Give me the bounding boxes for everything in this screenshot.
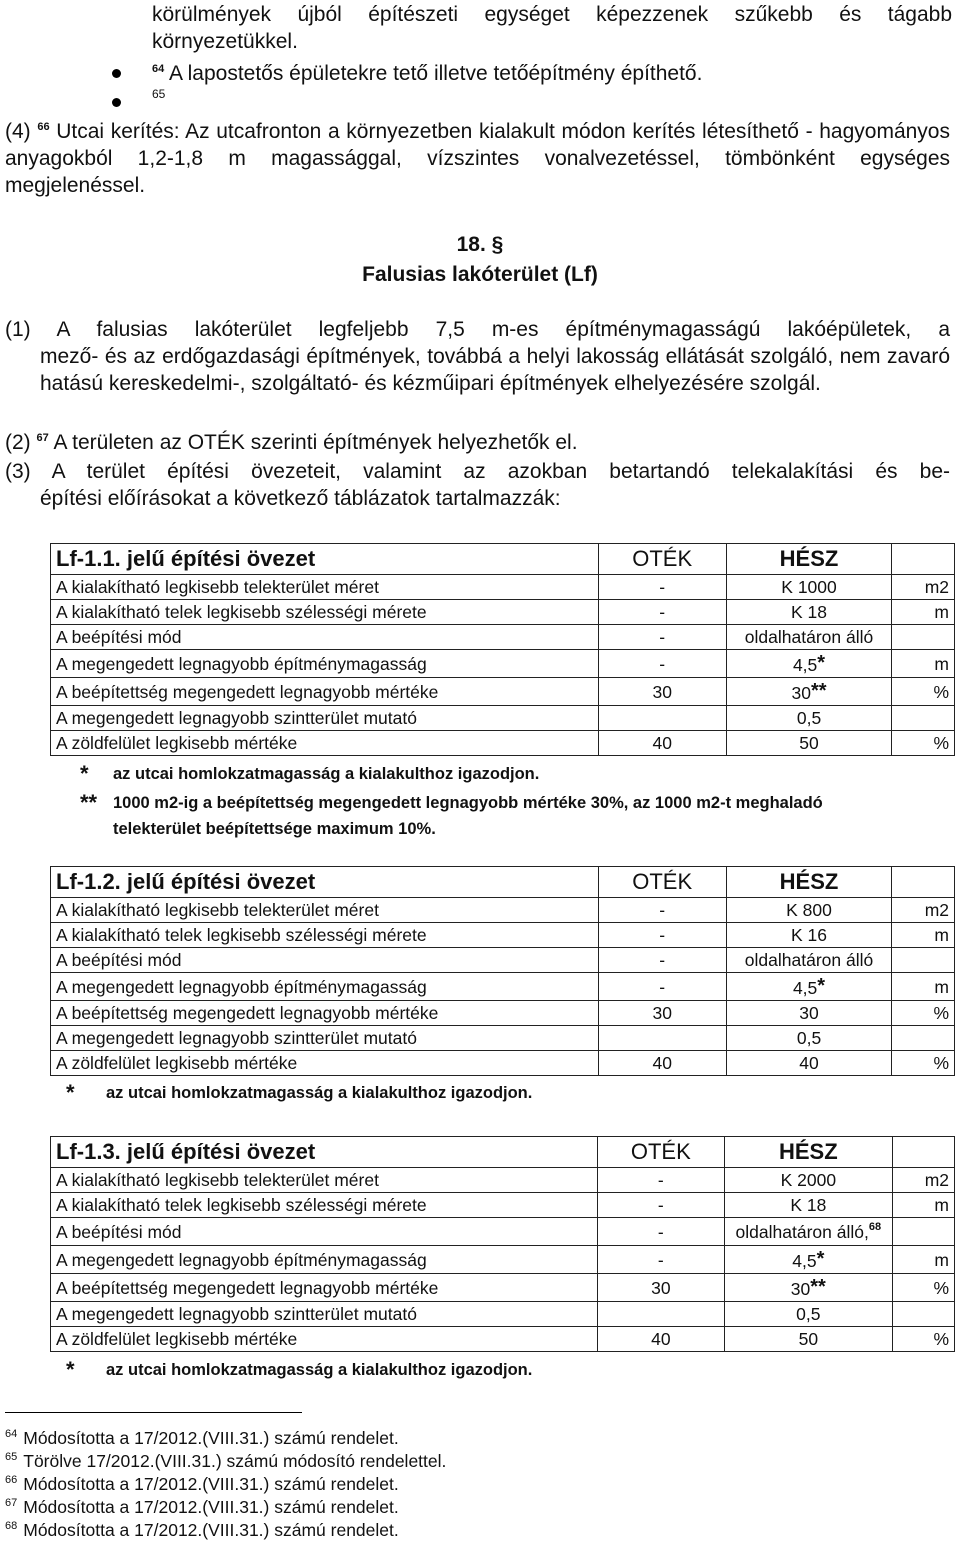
table-row: A zöldfelület legkisebb mértéke 40 40 % bbox=[51, 1051, 955, 1076]
section-symbol: § bbox=[491, 233, 504, 256]
table-row: A megengedett legnagyobb építménymagasság - 4,5* m bbox=[51, 1246, 955, 1274]
table-row: A beépítési mód - oldalhatáron álló bbox=[51, 625, 955, 650]
table-row: A megengedett legnagyobb építménymagasság - 4,5* m bbox=[51, 973, 955, 1001]
paragraph-1: (1) A falusias lakóterület legfeljebb 7,5 m-es építménymagasságú lakóépületek, a mező- és az erdőgazdasági építmények, továbbá a helyi lakosság ellátását szolgáló, nem zavaró hatású kereskedelmi-, szolgáltató- és kézműipari építmények elhelyezésére szolgál. bbox=[5, 318, 950, 395]
table-note: * az utcai homlokzatmagasság a kialakulthoz igazodjon. bbox=[66, 1357, 533, 1382]
table-header-row bbox=[51, 1137, 955, 1168]
paragraph-3: (3) A terület építési övezeteit, valamint az azokban betartandó telekalakítási és be- építési előírásokat a következő táblázatok tartalmazzák: bbox=[5, 460, 950, 510]
table-row: A megengedett legnagyobb szintterület mutató 0,5 bbox=[51, 1026, 955, 1051]
table-row: A megengedett legnagyobb építménymagasság - 4,5* m bbox=[51, 650, 955, 678]
table-note: * az utcai homlokzatmagasság a kialakulthoz igazodjon. bbox=[66, 1080, 533, 1105]
footnote: $^{64}$ Módosította a 17/2012.(VIII.31.) számú rendelet. bbox=[5, 1428, 399, 1448]
footnote: $^{65}$ Törölve 17/2012.(VIII.31.) számú módosító rendelettel. bbox=[5, 1451, 447, 1471]
paragraph-number: (4) bbox=[5, 120, 31, 143]
asterisk-mark: * bbox=[817, 651, 826, 674]
table-header-row bbox=[51, 867, 955, 898]
paragraph-2: (2) $^{67}$ A területen az OTÉK szerinti építmények helyezhetők el. bbox=[5, 431, 578, 454]
continuation-text: körülmények újból építészeti egységet képezzenek szűkebb és tágabb környezetükkel. bbox=[152, 3, 952, 53]
table-row: A zöldfelület legkisebb mértéke 40 50 % bbox=[51, 731, 955, 756]
column-otek: OTÉK bbox=[597, 1137, 724, 1168]
column-otek: OTÉK bbox=[598, 544, 726, 575]
footnote: $^{66}$ Módosította a 17/2012.(VIII.31.) számú rendelet. bbox=[5, 1474, 399, 1494]
table-row: A beépítési mód - oldalhatáron álló,$^{68}$ bbox=[51, 1218, 955, 1246]
bullet-text: A lapostetős épületekre tető illetve tetőépítmény építhető. bbox=[168, 62, 703, 85]
asterisk-mark: * bbox=[816, 1247, 825, 1270]
zone-title: Lf-1.2. jelű építési övezet bbox=[51, 867, 599, 898]
column-hesz: HÉSZ bbox=[726, 544, 892, 575]
table-row: A kialakítható telek legkisebb szélességi mérete - K 16 m bbox=[51, 923, 955, 948]
footnote: $^{68}$ Módosította a 17/2012.(VIII.31.) számú rendelet. bbox=[5, 1520, 399, 1540]
asterisk-mark: * bbox=[817, 974, 826, 997]
column-otek: OTÉK bbox=[598, 867, 726, 898]
bullet-item-1 bbox=[152, 60, 702, 87]
table-row: A beépítési mód - oldalhatáron álló bbox=[51, 948, 955, 973]
zone-title: Lf-1.3. jelű építési övezet bbox=[51, 1137, 598, 1168]
table-row: A beépítettség megengedett legnagyobb mértéke 30 30** % bbox=[51, 678, 955, 706]
table-header-row bbox=[51, 544, 955, 575]
bullet-item-2 bbox=[152, 87, 165, 101]
asterisk-mark: ** bbox=[810, 1275, 826, 1298]
footnote-ref: 65 bbox=[152, 87, 166, 101]
table-row: A megengedett legnagyobb szintterület mutató 0,5 bbox=[51, 706, 955, 731]
table-row: A kialakítható legkisebb telekterület méret - K 800 m2 bbox=[51, 898, 955, 923]
bullet-dot bbox=[112, 98, 121, 107]
table-row: A beépítettség megengedett legnagyobb mértéke 30 30 % bbox=[51, 1001, 955, 1026]
paragraph-text: Utcai kerítés: Az utcafronton a környezetben kialakult módon kerítés létesíthető - hagyományos anyagokból 1,2-1,8 m magassággal, vízszintes vonalvezetéssel, tömbönként egységes megjelenéssel. bbox=[5, 120, 950, 197]
paragraph-4 bbox=[5, 118, 950, 199]
asterisk-mark: ** bbox=[810, 679, 827, 702]
column-hesz: HÉSZ bbox=[725, 1137, 893, 1168]
table-row: A beépítettség megengedett legnagyobb mértéke 30 30** % bbox=[51, 1274, 955, 1302]
footnote-ref: 67 bbox=[36, 432, 49, 444]
table-row: A zöldfelület legkisebb mértéke 40 50 % bbox=[51, 1327, 955, 1352]
footnote-ref: 64 bbox=[152, 63, 165, 75]
table-row: A kialakítható telek legkisebb szélességi mérete - K 18 m bbox=[51, 600, 955, 625]
table-row: A kialakítható legkisebb telekterület méret - K 1000 m2 bbox=[51, 575, 955, 600]
section-title: Falusias lakóterület (Lf) bbox=[362, 263, 598, 286]
zone-table-lf-1-2 bbox=[50, 866, 955, 1076]
footnote-separator bbox=[5, 1412, 302, 1413]
footnote: $^{67}$ Módosította a 17/2012.(VIII.31.) számú rendelet. bbox=[5, 1497, 399, 1517]
table-note: ** 1000 m2-ig a beépítettség megengedett legnagyobb mértéke 30%, az 1000 m2-t meghaladó telekterület beépítettsége maximum 10%. bbox=[80, 790, 823, 838]
zone-table-lf-1-3 bbox=[50, 1136, 955, 1352]
column-hesz: HÉSZ bbox=[726, 867, 892, 898]
footnote-ref: 66 bbox=[37, 121, 50, 133]
footnote-ref: 68 bbox=[868, 1220, 882, 1233]
table-note: * az utcai homlokzatmagasság a kialakulthoz igazodjon. bbox=[80, 761, 540, 786]
zone-title: Lf-1.1. jelű építési övezet bbox=[51, 544, 599, 575]
table-row: A megengedett legnagyobb szintterület mutató 0,5 bbox=[51, 1302, 955, 1327]
section-number: 18. § bbox=[456, 233, 504, 256]
table-row: A kialakítható telek legkisebb szélességi mérete - K 18 m bbox=[51, 1193, 955, 1218]
table-row: A kialakítható legkisebb telekterület méret - K 2000 m2 bbox=[51, 1168, 955, 1193]
bullet-dot bbox=[112, 69, 121, 78]
zone-table-lf-1-1 bbox=[50, 543, 955, 756]
